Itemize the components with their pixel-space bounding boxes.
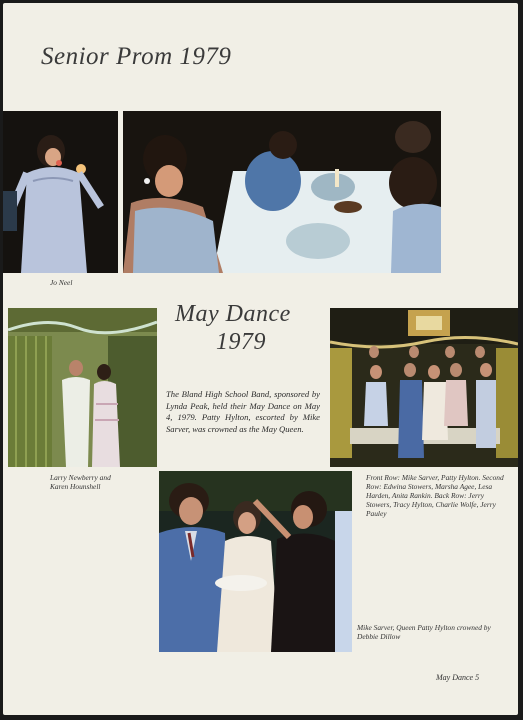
caption-court: Front Row: Mike Sarver, Patty Hylton. Second Row: Edwina Stowers, Marsha Agee, Lesa Harden, Anita Rankin. Back Row: Jerry Stowers, Tracy Hylton, Charlie Wolfe, Jerry Pauley [366,473,504,518]
caption-crowning: Mike Sarver, Queen Patty Hylton crowned by Debbie Dillow [357,623,491,641]
may-dance-title: May Dance [175,301,291,327]
photo-jo-neel [3,111,118,273]
page-title: Senior Prom 1979 [41,43,232,70]
may-dance-year: 1979 [216,329,266,355]
yearbook-page [3,3,518,715]
caption-jo-neel: Jo Neel [50,278,73,287]
photo-may-court [330,308,518,467]
page-footer: May Dance 5 [436,673,480,682]
photo-crowning [159,471,352,652]
caption-couple: Larry Newberry and Karen Hounshell [50,473,111,491]
photo-couple [8,308,157,467]
may-dance-paragraph: The Bland High School Band, sponsored by Lynda Peak, held their May Dance on May 4, 1979. Patty Hylton, escorted by Mike Sarver, was crowned as the May Queen. [166,389,320,434]
photo-prom-table [123,111,441,273]
